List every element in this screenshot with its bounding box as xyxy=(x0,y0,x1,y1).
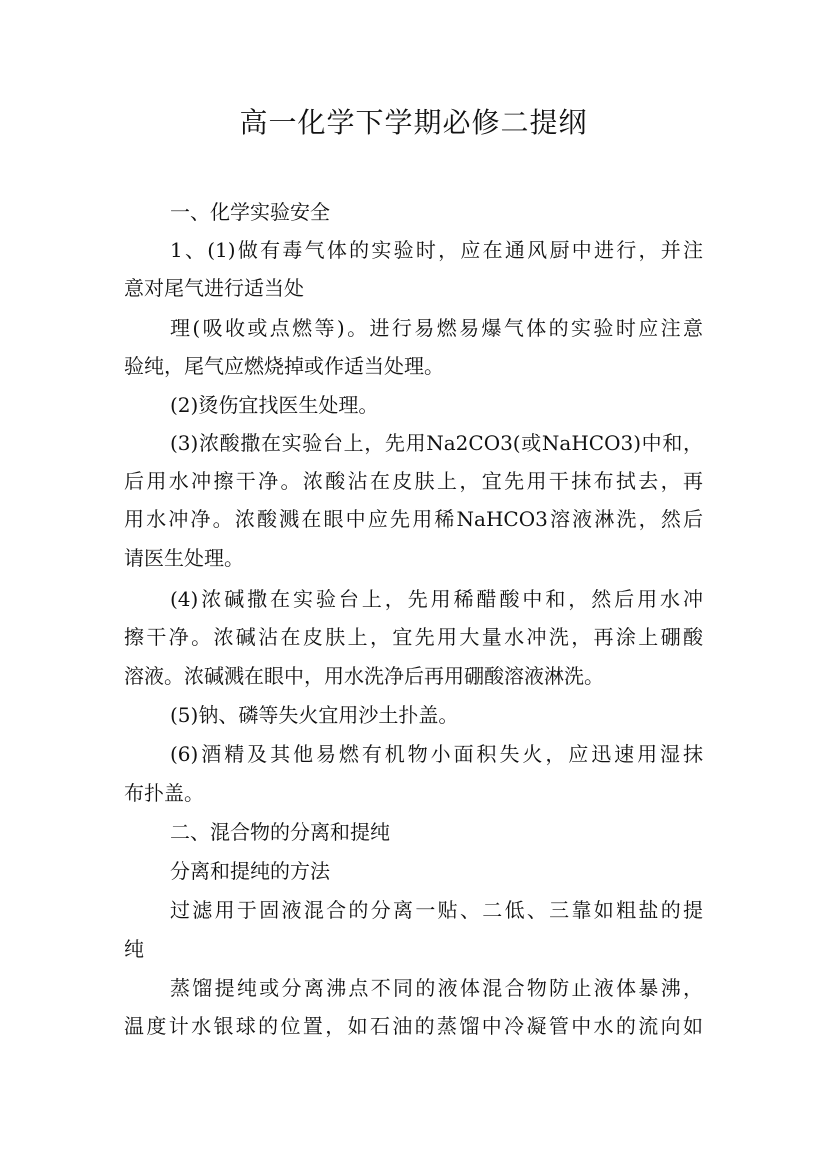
section-heading-separation: 二、混合物的分离和提纯 xyxy=(170,820,390,844)
paragraph-line: (5)钠、磷等失火宜用沙土扑盖。 xyxy=(170,703,459,727)
paragraph-line: 1、(1)做有毒气体的实验时，应在通风厨中进行，并注 xyxy=(170,238,703,262)
paragraph-line: 溶液。浓碱溅在眼中，用水洗净后再用硼酸溶液淋洗。 xyxy=(124,664,604,688)
paragraph-line: 布扑盖。 xyxy=(124,781,204,805)
paragraph-line: 后用水冲擦干净。浓酸沾在皮肤上，宜先用干抹布拭去，再 xyxy=(124,469,703,493)
paragraph-line: 纯 xyxy=(124,937,144,961)
paragraph-line: (6)酒精及其他易燃有机物小面积失火，应迅速用湿抹 xyxy=(170,742,703,766)
paragraph-line: 温度计水银球的位置，如石油的蒸馏中冷凝管中水的流向如 xyxy=(124,1014,703,1038)
paragraph-line: 擦干净。浓碱沾在皮肤上，宜先用大量水冲洗，再涂上硼酸 xyxy=(124,625,703,649)
paragraph-line: (3)浓酸撒在实验台上，先用Na2CO3(或NaHCO3)中和， xyxy=(170,431,703,455)
section-heading-lab-safety: 一、化学实验安全 xyxy=(170,200,330,224)
paragraph-line: (2)烫伤宜找医生处理。 xyxy=(170,393,379,417)
paragraph-line: 理(吸收或点燃等)。进行易燃易爆气体的实验时应注意 xyxy=(170,316,703,340)
paragraph-line: 过滤用于固液混合的分离一贴、二低、三靠如粗盐的提 xyxy=(170,898,703,922)
paragraph-line: 请医生处理。 xyxy=(124,546,244,570)
paragraph-line: 验纯，尾气应燃烧掉或作适当处理。 xyxy=(124,354,444,378)
document-title: 高一化学下学期必修二提纲 xyxy=(239,106,588,139)
paragraph-line: 意对尾气进行适当处 xyxy=(124,276,304,300)
paragraph-line: (4)浓碱撒在实验台上，先用稀醋酸中和，然后用水冲 xyxy=(170,587,703,611)
paragraph-line: 用水冲净。浓酸溅在眼中应先用稀NaHCO3溶液淋洗，然后 xyxy=(124,507,703,531)
paragraph-line: 分离和提纯的方法 xyxy=(170,859,330,883)
paragraph-line: 蒸馏提纯或分离沸点不同的液体混合物防止液体暴沸， xyxy=(170,976,703,1000)
